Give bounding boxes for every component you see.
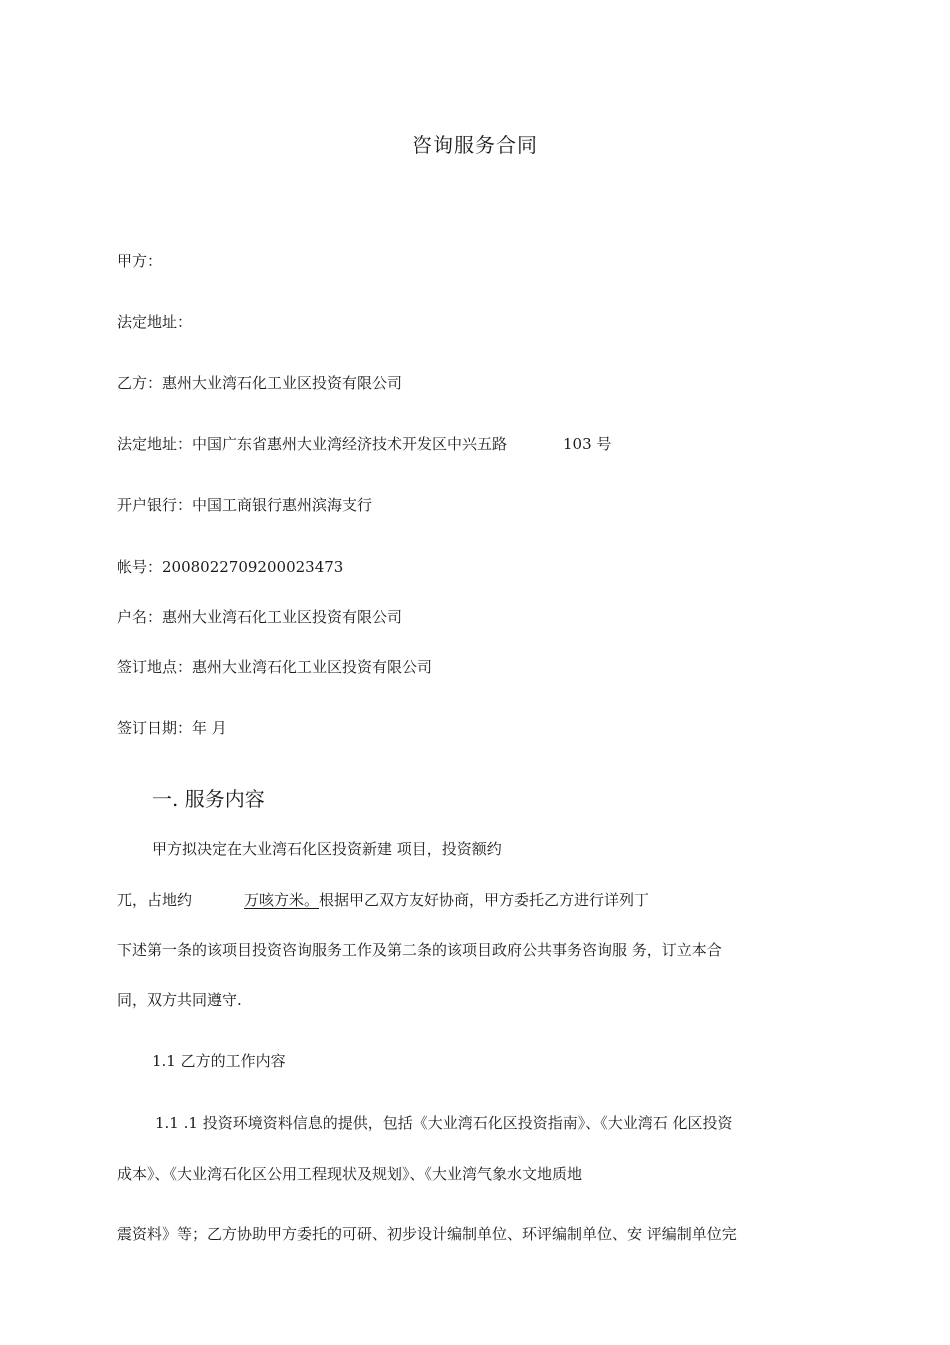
sub-heading-1-1: 1.1 乙方的工作内容 [152, 1052, 286, 1070]
legal-address-b-number: 103 号 [563, 435, 612, 453]
paragraph-1-line-3: 下述第一条的该项目投资咨询服务工作及第二条的该项目政府公共事务咨询服 务，订立本合 [117, 941, 722, 959]
section-heading-service: 一. 服务内容 [152, 787, 265, 811]
area-underlined-text: 万咳方米。 [244, 891, 320, 909]
paragraph-2-line-3: 震资料》等；乙方协助甲方委托的可研、初步设计编制单位、环评编制单位、安 评编制单位完 [117, 1225, 737, 1243]
paragraph-1-line-1: 甲方拟决定在大业湾石化区投资新建 项目，投资额约 [152, 840, 502, 858]
paragraph-1-line-4: 同，双方共同遵守. [117, 991, 242, 1009]
legal-address-a-line: 法定地址： [117, 313, 193, 331]
paragraph-2-line-1: 1.1 .1 投资环境资料信息的提供，包括《大业湾石化区投资指南》、《大业湾石 化区投资 [155, 1114, 733, 1132]
party-b-line: 乙方：惠州大业湾石化工业区投资有限公司 [117, 374, 403, 392]
paragraph-1-line-2-start: 兀，占地约 [117, 891, 193, 909]
signing-place-line: 签订地点：惠州大业湾石化工业区投资有限公司 [117, 658, 433, 676]
signing-date-line: 签订日期：年 月 [117, 719, 227, 737]
legal-address-b-line [117, 434, 611, 454]
page-title: 咨询服务合同 [412, 133, 538, 157]
account-line: 帐号：2008022709200023473 [117, 558, 344, 576]
paragraph-2-line-2: 成本》、《大业湾石化区公用工程现状及规划》、《大业湾气象水文地质地 [117, 1165, 583, 1183]
paragraph-1-line-2-end: 根据甲乙双方友好协商，甲方委托乙方进行详列丁 [319, 891, 650, 909]
party-a-line: 甲方： [117, 252, 163, 270]
paragraph-1-line-2 [117, 890, 649, 910]
account-name-line: 户名：惠州大业湾石化工业区投资有限公司 [117, 608, 403, 626]
legal-address-b-text: 法定地址：中国广东省惠州大业湾经济技术开发区中兴五路 [117, 435, 508, 453]
bank-line: 开户银行：中国工商银行惠州滨海支行 [117, 496, 373, 514]
